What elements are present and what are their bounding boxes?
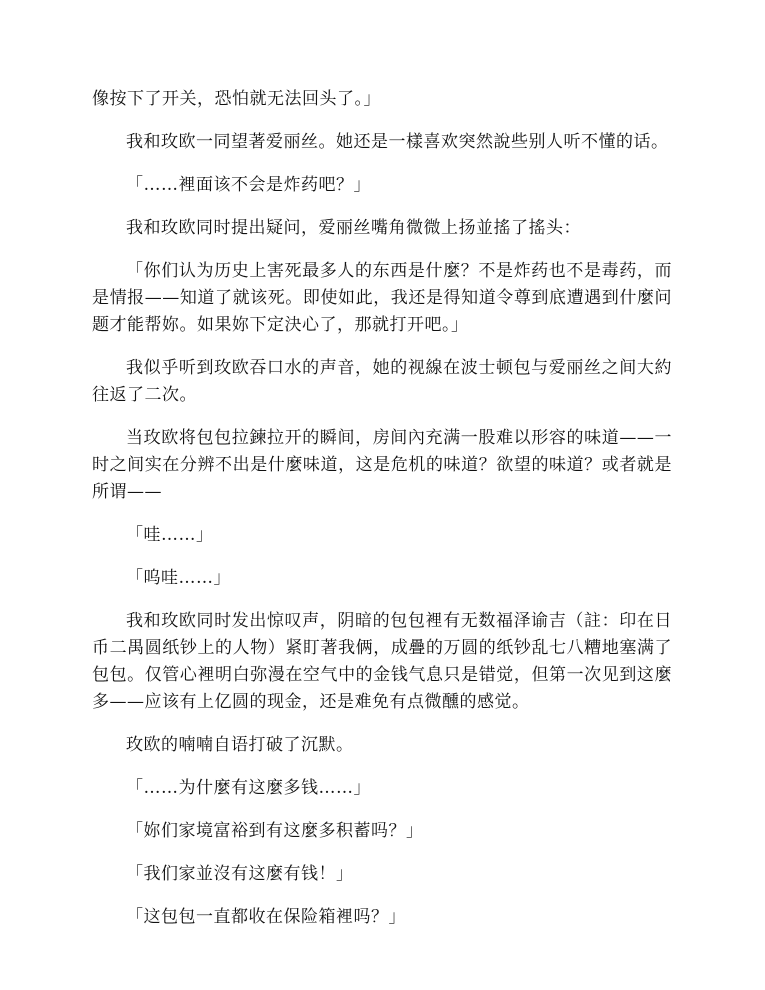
paragraph-9: 「呜哇……」 (126, 568, 231, 588)
paragraph-8: 「哇……」 (126, 525, 214, 545)
paragraph-12: 「……为什麼有这麼多钱……」 (126, 778, 371, 798)
paragraph-13: 「妳们家境富裕到有这麼多积蓄吗？」 (126, 821, 424, 841)
paragraph-5: 「你们认为历史上害死最多人的东西是什麼？不是炸药也不是毒药，而是情报——知道了就该死。即使如此，我还是得知道令尊到底遭遇到什麼问题才能帮妳。如果妳下定決心了，那就打开吧。」 (92, 261, 672, 335)
paragraph-3: 「……裡面该不会是炸药吧？」 (126, 175, 371, 195)
paragraph-11: 玫欧的喃喃自语打破了沉默。 (126, 735, 354, 755)
document-page (92, 86, 672, 947)
paragraph-15: 「这包包一直都收在保险箱裡吗？」 (126, 907, 406, 927)
paragraph-2: 我和玫欧一同望著爱丽丝。她还是一樣喜欢突然說些别人听不懂的话。 (126, 132, 669, 152)
paragraph-1: 像按下了开关，恐怕就无法回头了。」 (92, 89, 381, 109)
paragraph-7: 当玫欧将包包拉鍊拉开的瞬间，房间內充满一股难以形容的味道——一时之间实在分辨不出是什麼味道，这是危机的味道？欲望的味道？或者就是所谓—— (92, 428, 672, 502)
paragraph-14: 「我们家並沒有这麼有钱！」 (126, 864, 354, 884)
paragraph-10: 我和玫欧同时发出惊叹声，阴暗的包包裡有无数福泽谕吉（註：印在日币二禺圆纸钞上的人物）紧盯著我俩，成疊的万圆的纸钞乱七八糟地塞满了包包。仅管心裡明白弥漫在空气中的金钱气息只是错觉，但第一次见到这麼多——应该有上亿圆的现金，还是难免有点微醺的感觉。 (92, 611, 672, 712)
paragraph-4: 我和玫欧同时提出疑问，爱丽丝嘴角微微上扬並搖了搖头： (126, 218, 581, 238)
paragraph-6: 我似乎听到玫欧吞口水的声音，她的视線在波士顿包与爱丽丝之间大約往返了二次。 (92, 358, 672, 405)
